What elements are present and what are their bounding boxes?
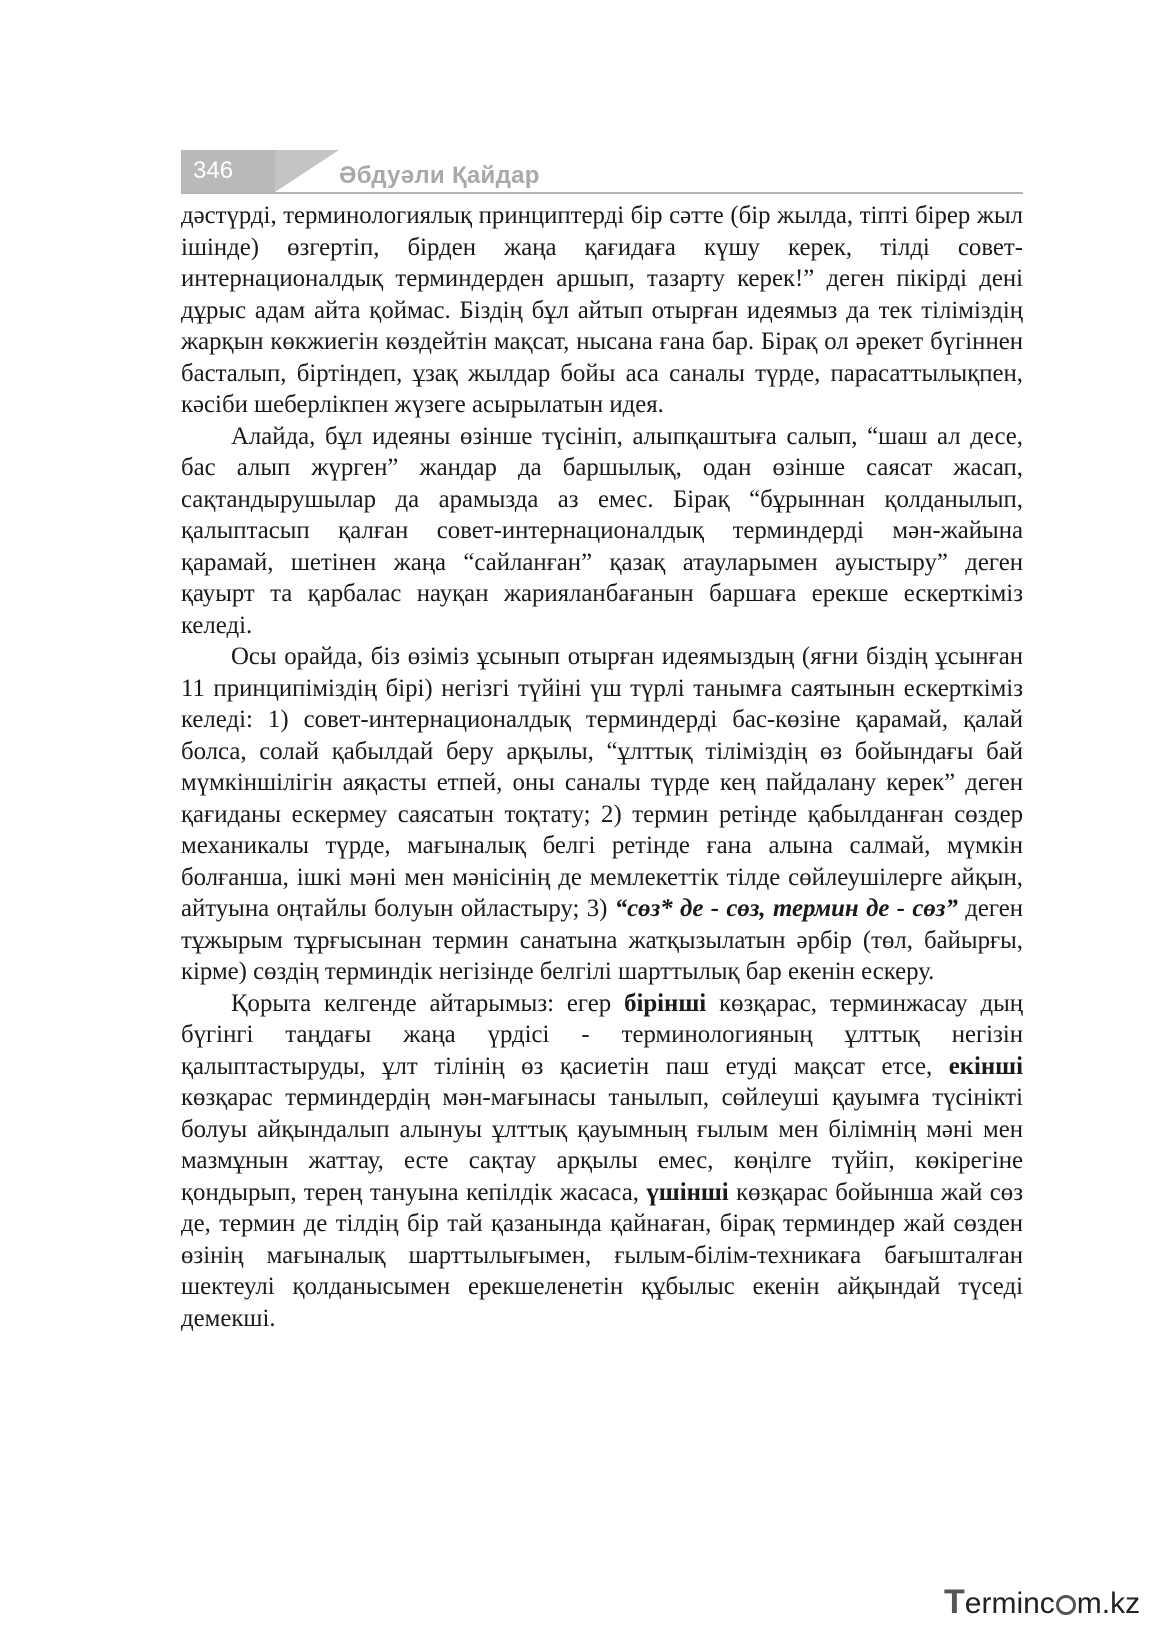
- paragraph-4-text-c: көзқарас терминдердің мән-мағынасы танылып, сөйлеуші қауымға түсінікті болуы айқындалып алынуы ұлттық қауымның ғылым мен білімнің мәні мен мазмұнын жаттау, есте сақтау арқылы емес, көңілге түйіп, көкірегіне қондырып, терең тануына кепілдік жасаса,: [181, 1084, 1023, 1206]
- paragraph-3: [181, 641, 1023, 988]
- header-decoration: [275, 150, 339, 192]
- paragraph-4-bold-first: бірінші: [624, 989, 707, 1017]
- termincom-watermark: [944, 1583, 1144, 1623]
- watermark-text-2: m.kz: [1076, 1587, 1141, 1620]
- paragraph-4-text-d: көзқарас бойынша жай сөз де, термин де тілдің бір тай қазанында қайнаған, бірақ терминдер жай сөзден өзінің мағыналық шарттылығымен, ғылым-білім-техникаға бағышталған шектеулі қолданысымен ерекшеленетін құбылыс екенін айқындай түседі демекші.: [181, 1178, 1023, 1332]
- watermark-o-icon: [1056, 1595, 1076, 1615]
- paragraph-3-text-b: деген тұжырым тұрғысынан термин санатына жатқызылатын әрбір (төл, байырғы, кірме) сөздің терминдік негізінде белгілі шарттылық бар екенін ескеру.: [181, 895, 1024, 985]
- paragraph-4-text-b: көзқарас, терминжасау дың бүгінгі таңдағы жаңа үрдісі - терминологияның ұлттық негізін қалыптастыруды, ұлт тілінің өз қасиетін паш етуді мақсат етсе,: [181, 989, 1023, 1080]
- running-head-author: Әбдуәли Қайдар: [339, 162, 540, 189]
- paragraph-4: [181, 988, 1023, 1335]
- page-header: [181, 150, 1023, 194]
- paragraph-3-emphasis: “сөз* де - сөз, термин де - сөз”: [614, 895, 958, 922]
- watermark-text-1: erminc: [964, 1587, 1055, 1620]
- paragraph-4-text-a: Қорыта келгенде айтарымыз: егер: [231, 989, 612, 1017]
- paragraph-2: Алайда, бұл идеяны өзінше түсініп, алыпқаштыға салып, “шаш ал десе, бас алып жүрген” жандар да баршылық, одан өзінше саясат жасап, сақтандырушылар да арамызда аз емес. Бірақ “бұрыннан қолданылып, қалыптасып қалған совет-интернационалдық терминдерді мән-жайына қарамай, шетінен жаңа “сайланған” қазақ атауларымен ауыстыру” деген қауырт та қарбалас науқан жарияланбағанын баршаға ерекше ескерткіміз келеді.: [181, 422, 1023, 639]
- paragraph-1: дәстүрді, терминологиялық принциптерді бір сәтте (бір жылда, тіпті бірер жыл ішінде) өзгертіп, бірден жаңа қағидаға күшу керек, тілді совет-интернационалдық терминдерден аршып, тазарту керек!” деген пікірді дені дұрыс адам айта қоймас. Біздің бұл айтып отырған идеямыз да тек тіліміздің жарқын көкжиегін көздейтін мақсат, нысана ғана бар. Бірақ ол әрекет бүгіннен басталып, біртіндеп, ұзақ жылдар бойы аса саналы түрде, парасаттылықпен, кәсіби шеберлікпен жүзеге асырылатын идея.: [181, 202, 1023, 418]
- paragraph-4-bold-third: үшінші: [646, 1178, 729, 1206]
- header-rule: [181, 192, 1023, 194]
- paragraph-4-bold-second: екінші: [948, 1052, 1023, 1080]
- page-number: 346: [181, 150, 275, 192]
- watermark-t: T: [944, 1583, 965, 1621]
- body-text: [181, 200, 1023, 1334]
- paragraph-3-text-a: Осы орайда, біз өзіміз ұсынып отырған идеямыздың (яғни біздің ұсынған 11 принципіміздің бірі) негізгі түйіні үш түрлі танымға саятынын ескерткіміз келеді: 1) совет-интернационалдық терминдерді бас-көзіне қарамай, қалай болса, солай қабылдай беру арқылы, “ұлттық тіліміздің өз бойындағы бай мүмкіншілігін аяқасты етпей, оны саналы түрде кең пайдалану керек” деген қағиданы ескермеу саясатын тоқтату; 2) термин ретінде қабылданған сөздер механикалы түрде, мағыналық белгі ретінде ғана алына салмай, мүмкін болғанша, ішкі мәні мен мәнісінің де мемлекеттік тілде сөйлеушілерге айқын, айтуына оңтайлы болуын ойластыру; 3): [181, 643, 1023, 922]
